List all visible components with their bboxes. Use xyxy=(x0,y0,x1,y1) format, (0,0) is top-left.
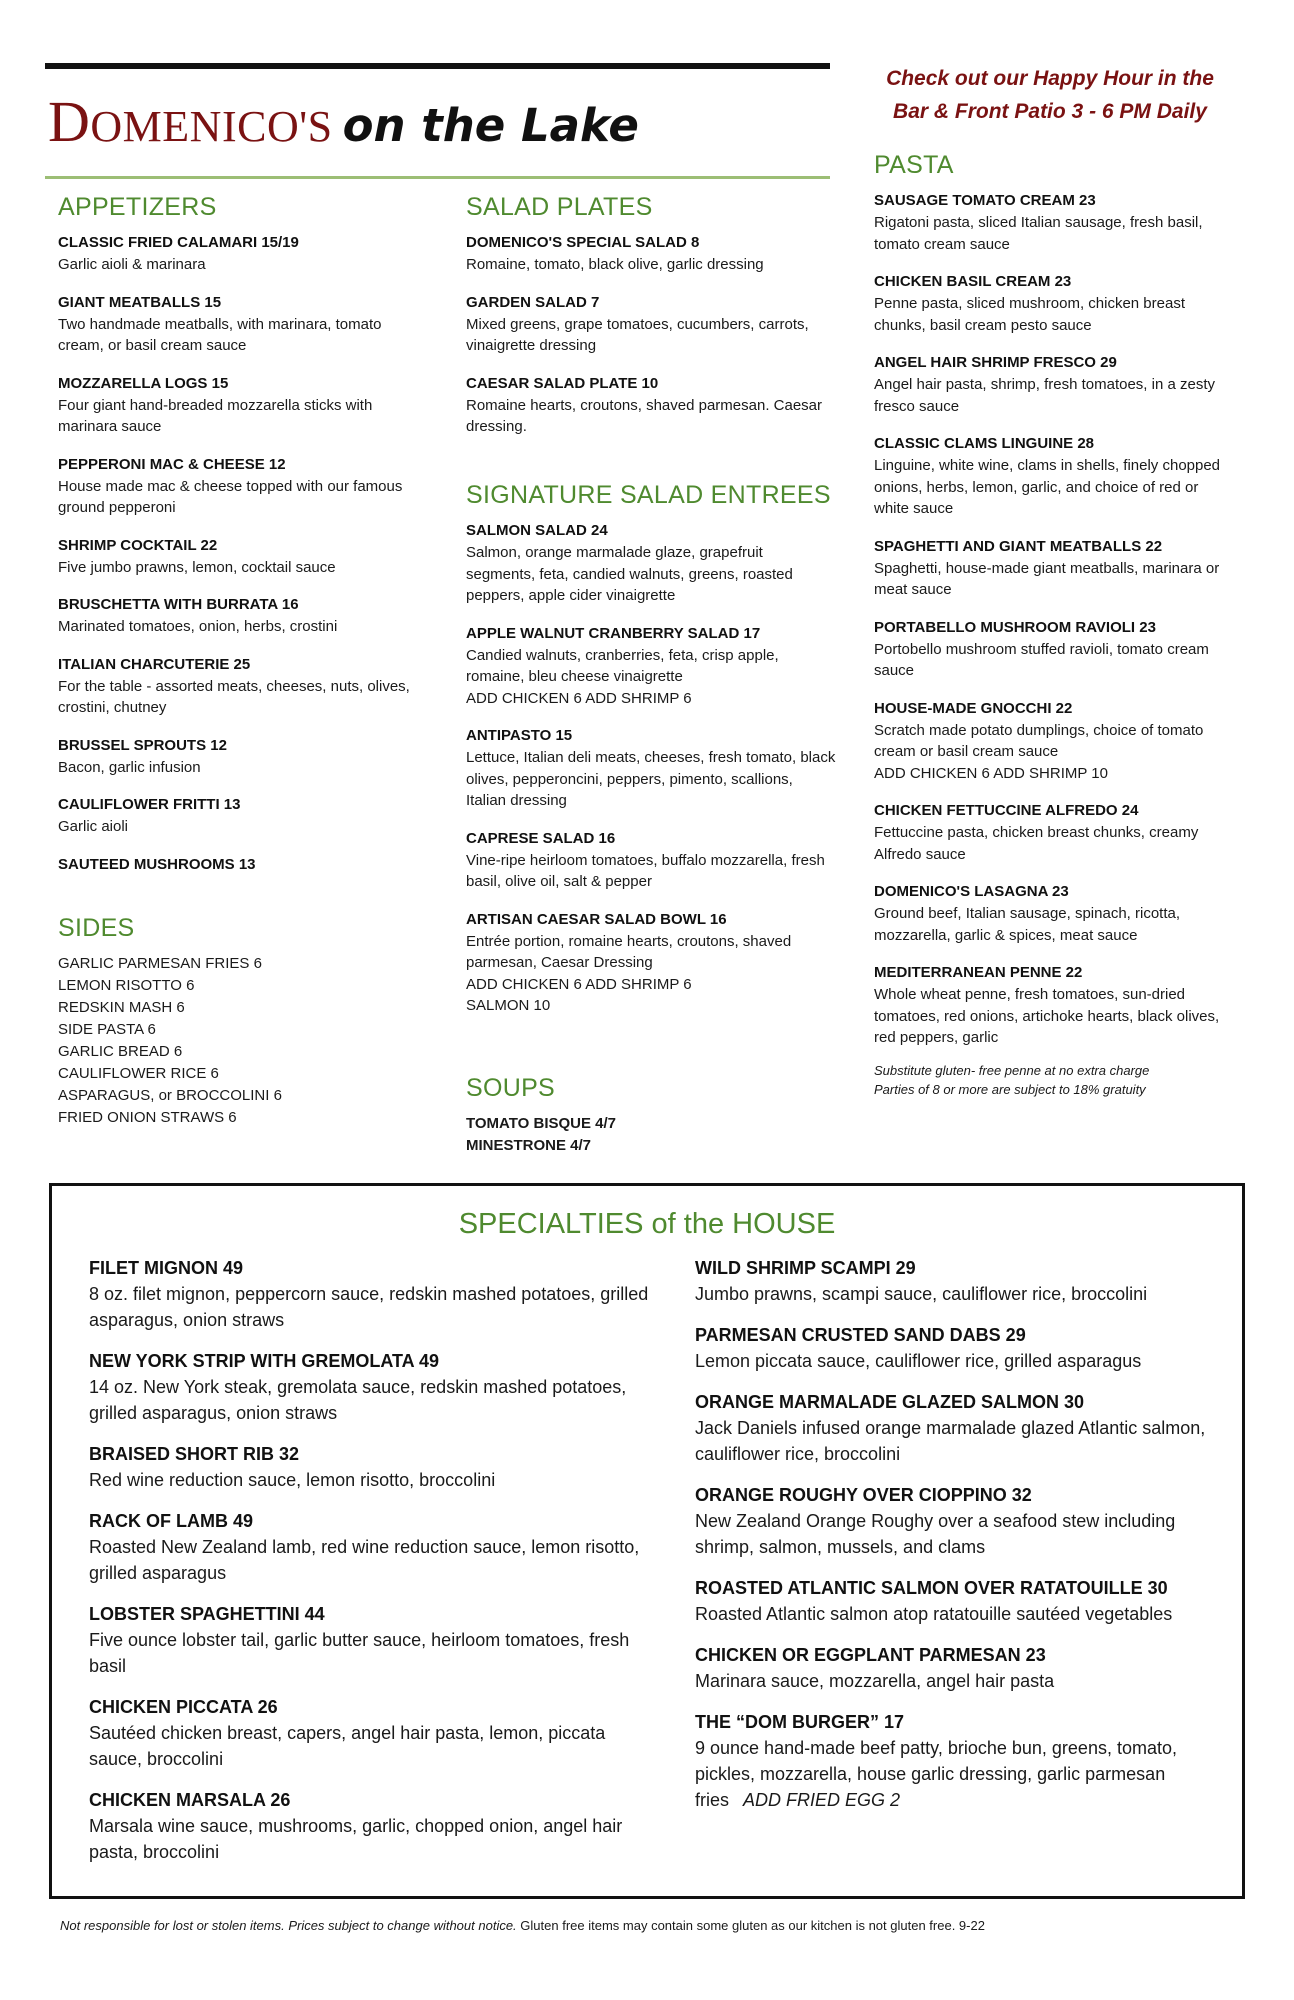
menu-item xyxy=(89,1788,649,1865)
menu-item xyxy=(874,617,1234,682)
menu-item xyxy=(89,1349,649,1426)
menu-item-name: PORTABELLO MUSHROOM RAVIOLI 23 xyxy=(874,618,1156,636)
menu-item-name: ORANGE ROUGHY OVER CIOPPINO 32 xyxy=(695,1485,1032,1505)
pasta-section xyxy=(874,151,1234,1099)
menu-item xyxy=(89,1256,649,1333)
menu-item-name: MEDITERRANEAN PENNE 22 xyxy=(874,964,1083,981)
menu-item xyxy=(58,854,428,876)
menu-item-name: CAESAR SALAD PLATE 10 xyxy=(466,374,659,392)
menu-item xyxy=(466,292,836,357)
menu-item-description: Scratch made potato dumplings, choice of tomato cream or basil cream sauce xyxy=(874,721,1204,760)
menu-item-name: ROASTED ATLANTIC SALMON OVER RATATOUILLE 30 xyxy=(695,1578,1168,1598)
signature-salads-title: SIGNATURE SALAD ENTREES xyxy=(466,481,831,509)
specialties-right-column xyxy=(695,1256,1225,1829)
menu-item-description: Vine-ripe heirloom tomatoes, buffalo mozzarella, fresh basil, olive oil, salt & pepper xyxy=(466,851,825,890)
menu-item-name: SPAGHETTI AND GIANT MEATBALLS 22 xyxy=(874,537,1163,555)
menu-item xyxy=(874,698,1234,785)
menu-item-name: FILET MIGNON 49 xyxy=(89,1258,244,1278)
menu-item-description: Spaghetti, house-made giant meatballs, marinara or meat sauce xyxy=(874,559,1220,598)
menu-item-name: GIANT MEATBALLS 15 xyxy=(58,293,222,311)
menu-item-description: Four giant hand-breaded mozzarella sticks with marinara sauce xyxy=(58,396,373,435)
menu-item-name: ARTISAN CAESAR SALAD BOWL 16 xyxy=(466,910,727,928)
side-item: CAULIFLOWER RICE 6 xyxy=(58,1065,219,1082)
pasta-note-gluten: Substitute gluten- free penne at no extra charge xyxy=(874,1062,1150,1078)
menu-item-description: Mixed greens, grape tomatoes, cucumbers, carrots, vinaigrette dressing xyxy=(466,315,809,354)
menu-item xyxy=(874,271,1234,336)
menu-item-description: Jack Daniels infused orange marmalade glazed Atlantic salmon, cauliflower rice, broccolini xyxy=(695,1418,1206,1464)
menu-item xyxy=(58,232,428,276)
menu-item-name: CHICKEN BASIL CREAM 23 xyxy=(874,273,1072,290)
menu-item-description: 14 oz. New York steak, gremolata sauce, redskin mashed potatoes, grilled asparagus, onion straws xyxy=(89,1377,627,1423)
menu-item xyxy=(466,725,836,812)
menu-item-description: Jumbo prawns, scampi sauce, cauliflower rice, broccolini xyxy=(695,1284,1148,1304)
appetizers-list xyxy=(58,232,428,876)
side-item: FRIED ONION STRAWS 6 xyxy=(58,1109,237,1126)
menu-item xyxy=(874,536,1234,601)
menu-item-name: ANTIPASTO 15 xyxy=(466,727,573,744)
signature-salads-section xyxy=(466,481,836,1033)
menu-item xyxy=(58,654,428,719)
menu-item xyxy=(466,373,836,438)
footer-part1: Not responsible for lost or stolen items. Prices subject to change without notice. xyxy=(60,1918,517,1933)
menu-item xyxy=(89,1602,649,1679)
menu-item xyxy=(89,1695,649,1772)
soups-section xyxy=(466,1074,836,1157)
menu-item-name: BRUSSEL SPROUTS 12 xyxy=(58,736,227,754)
menu-item-name: SALMON SALAD 24 xyxy=(466,522,608,539)
side-item: GARLIC BREAD 6 xyxy=(58,1043,183,1060)
menu-item-description: Marsala wine sauce, mushrooms, garlic, chopped onion, angel hair pasta, broccolini xyxy=(89,1816,623,1862)
specialties-left-column xyxy=(89,1256,649,1881)
menu-item-description: Garlic aioli xyxy=(58,818,129,835)
soup-item: MINESTRONE 4/7 xyxy=(466,1137,592,1154)
menu-item xyxy=(58,373,428,438)
soup-item: TOMATO BISQUE 4/7 xyxy=(466,1115,617,1132)
menu-item xyxy=(58,454,428,519)
menu-item xyxy=(874,881,1234,946)
menu-item-description: 8 oz. filet mignon, peppercorn sauce, redskin mashed potatoes, grilled asparagus, onion straws xyxy=(89,1284,649,1330)
menu-item-name: RACK OF LAMB 49 xyxy=(89,1511,254,1531)
side-item: REDSKIN MASH 6 xyxy=(58,999,185,1016)
menu-item-description: Bacon, garlic infusion xyxy=(58,758,201,776)
menu-item-description: Roasted Atlantic salmon atop ratatouille sautéed vegetables xyxy=(695,1604,1173,1624)
menu-item-description: Rigatoni pasta, sliced Italian sausage, fresh basil, tomato cream sauce xyxy=(874,214,1203,253)
menu-item-description: Romaine hearts, croutons, shaved parmesan. Caesar dressing. xyxy=(466,396,823,435)
menu-item-name: APPLE WALNUT CRANBERRY SALAD 17 xyxy=(466,624,761,642)
menu-item xyxy=(695,1323,1225,1374)
side-item: ASPARAGUS, or BROCCOLINI 6 xyxy=(58,1087,282,1104)
menu-item-name: DOMENICO'S LASAGNA 23 xyxy=(874,883,1069,900)
happy-hour-line1: Check out our Happy Hour in the xyxy=(886,67,1214,90)
pasta-note-gratuity: Parties of 8 or more are subject to 18% gratuity xyxy=(874,1081,1146,1097)
menu-item-name: HOUSE-MADE GNOCCHI 22 xyxy=(874,699,1073,717)
menu-item xyxy=(695,1710,1225,1813)
menu-item xyxy=(466,232,836,276)
sides-title: SIDES xyxy=(58,914,135,942)
menu-item xyxy=(874,433,1234,520)
restaurant-logo xyxy=(48,88,639,155)
menu-item-name: ORANGE MARMALADE GLAZED SALMON 30 xyxy=(695,1392,1085,1412)
sides-list xyxy=(58,953,428,1129)
menu-item-description: Ground beef, Italian sausage, spinach, ricotta, mozzarella, garlic & spices, meat sauce xyxy=(874,905,1181,944)
menu-item-addon: ADD CHICKEN 6 ADD SHRIMP 10 xyxy=(874,764,1108,782)
menu-item-description: Fettuccine pasta, chicken breast chunks, creamy Alfredo sauce xyxy=(874,824,1199,863)
menu-item-description: Portobello mushroom stuffed ravioli, tomato cream sauce xyxy=(874,640,1209,679)
soups-title: SOUPS xyxy=(466,1074,556,1102)
menu-item-description: House made mac & cheese topped with our famous ground pepperoni xyxy=(58,477,403,516)
menu-item xyxy=(89,1442,649,1493)
menu-item-name: CAULIFLOWER FRITTI 13 xyxy=(58,796,241,813)
menu-item xyxy=(58,594,428,638)
specialties-title: SPECIALTIES of the HOUSE xyxy=(458,1208,836,1240)
salad-plates-list xyxy=(466,232,836,438)
salad-plates-section xyxy=(466,193,836,454)
menu-item-description: Garlic aioli & marinara xyxy=(58,256,206,273)
menu-item xyxy=(695,1483,1225,1560)
menu-item-description: Entrée portion, romaine hearts, croutons, shaved parmesan, Caesar Dressing xyxy=(466,932,792,971)
menu-item-addon: ADD FRIED EGG 2 xyxy=(743,1790,901,1810)
menu-item-addon: SALMON 10 xyxy=(466,997,551,1014)
footer-disclaimer xyxy=(60,1918,1240,1933)
footer-part2: Gluten free items may contain some gluten as our kitchen is not gluten free. 9-22 xyxy=(520,1918,985,1933)
menu-item-description: Angel hair pasta, shrimp, fresh tomatoes, in a zesty fresco sauce xyxy=(874,376,1215,415)
pasta-title: PASTA xyxy=(874,151,954,179)
side-item: SIDE PASTA 6 xyxy=(58,1021,156,1038)
menu-item-name: DOMENICO'S SPECIAL SALAD 8 xyxy=(466,234,700,251)
menu-item-description: Salmon, orange marmalade glaze, grapefruit segments, feta, candied walnuts, greens, roasted peppers, apple cider vinaigrette xyxy=(466,544,793,604)
menu-item-description: Five ounce lobster tail, garlic butter sauce, heirloom tomatoes, fresh basil xyxy=(89,1630,630,1676)
menu-item-description: Penne pasta, sliced mushroom, chicken breast chunks, basil cream pesto sauce xyxy=(874,295,1185,334)
menu-item xyxy=(874,352,1234,417)
menu-item xyxy=(695,1256,1225,1307)
menu-item-name: CAPRESE SALAD 16 xyxy=(466,829,616,847)
menu-item xyxy=(874,800,1234,865)
pasta-list xyxy=(874,190,1234,1049)
menu-item-name: CHICKEN MARSALA 26 xyxy=(89,1790,291,1810)
menu-item-name: NEW YORK STRIP WITH GREMOLATA 49 xyxy=(89,1351,440,1371)
menu-item xyxy=(695,1643,1225,1694)
menu-item xyxy=(466,623,836,710)
menu-item-description: Whole wheat penne, fresh tomatoes, sun-dried tomatoes, red onions, artichoke hearts, black olives, red peppers, garlic xyxy=(874,986,1220,1046)
menu-item-name: BRUSCHETTA WITH BURRATA 16 xyxy=(58,596,299,613)
menu-item-description: Sautéed chicken breast, capers, angel hair pasta, lemon, piccata sauce, broccolini xyxy=(89,1723,606,1769)
menu-item-name: CLASSIC FRIED CALAMARI 15/19 xyxy=(58,234,299,251)
menu-item xyxy=(466,909,836,1017)
menu-item-name: CHICKEN OR EGGPLANT PARMESAN 23 xyxy=(695,1645,1046,1665)
side-item: LEMON RISOTTO 6 xyxy=(58,977,195,994)
menu-item-description: Roasted New Zealand lamb, red wine reduction sauce, lemon risotto, grilled asparagus xyxy=(89,1537,640,1583)
menu-item-name: SHRIMP COCKTAIL 22 xyxy=(58,536,218,554)
menu-item-name: THE “DOM BURGER” 17 xyxy=(695,1712,905,1732)
menu-item-addon: ADD CHICKEN 6 ADD SHRIMP 6 xyxy=(466,689,692,707)
menu-item-name: CHICKEN PICCATA 26 xyxy=(89,1697,278,1717)
menu-item-description: Marinara sauce, mozzarella, angel hair pasta xyxy=(695,1671,1055,1691)
menu-item-name: ANGEL HAIR SHRIMP FRESCO 29 xyxy=(874,354,1117,371)
brand-name: DOMENICO'S xyxy=(48,89,333,154)
menu-item-name: PARMESAN CRUSTED SAND DABS 29 xyxy=(695,1325,1026,1345)
signature-salads-list xyxy=(466,520,836,1017)
menu-item xyxy=(58,735,428,779)
side-item: GARLIC PARMESAN FRIES 6 xyxy=(58,955,262,972)
menu-item xyxy=(58,535,428,579)
menu-item-description: Romaine, tomato, black olive, garlic dressing xyxy=(466,256,764,273)
menu-item xyxy=(874,190,1234,255)
menu-item xyxy=(466,520,836,607)
happy-hour-notice xyxy=(865,62,1235,128)
appetizers-section xyxy=(58,193,428,892)
menu-item-name: GARDEN SALAD 7 xyxy=(466,293,600,311)
menu-item-name: SAUTEED MUSHROOMS 13 xyxy=(58,855,256,873)
menu-item-name: MOZZARELLA LOGS 15 xyxy=(58,374,229,392)
salad-plates-title: SALAD PLATES xyxy=(466,193,653,221)
menu-item-description: Candied walnuts, cranberries, feta, crisp apple, romaine, bleu cheese vinaigrette xyxy=(466,646,779,685)
menu-item-description: Red wine reduction sauce, lemon risotto, broccolini xyxy=(89,1470,496,1490)
menu-item-name: PEPPERONI MAC & CHEESE 12 xyxy=(58,455,286,473)
menu-item xyxy=(695,1390,1225,1467)
menu-item-description: 9 ounce hand-made beef patty, brioche bun, greens, tomato, pickles, mozzarella, house garlic dressing, garlic parmesan fries xyxy=(695,1738,1177,1810)
sides-section xyxy=(58,914,428,1129)
menu-item-name: BRAISED SHORT RIB 32 xyxy=(89,1444,300,1464)
menu-item-name: SAUSAGE TOMATO CREAM 23 xyxy=(874,192,1096,209)
menu-item-description: For the table - assorted meats, cheeses, nuts, olives, crostini, chutney xyxy=(58,677,410,716)
menu-item xyxy=(874,962,1234,1049)
menu-item-name: CLASSIC CLAMS LINGUINE 28 xyxy=(874,435,1095,452)
menu-item-description: Marinated tomatoes, onion, herbs, crostini xyxy=(58,618,338,635)
brand-suffix: on the Lake xyxy=(342,99,639,152)
menu-item-description: Lettuce, Italian deli meats, cheeses, fresh tomato, black olives, pepperoncini, peppers, pimento, scallions, Italian dressing xyxy=(466,749,836,809)
menu-item-name: WILD SHRIMP SCAMPI 29 xyxy=(695,1258,916,1278)
menu-item-description: Five jumbo prawns, lemon, cocktail sauce xyxy=(58,558,336,576)
menu-item-description-wrap xyxy=(695,1735,1225,1813)
appetizers-title: APPETIZERS xyxy=(58,193,217,221)
header-divider xyxy=(45,176,830,179)
top-rule xyxy=(45,63,830,69)
menu-item-description: New Zealand Orange Roughy over a seafood stew including shrimp, salmon, mussels, and clams xyxy=(695,1511,1176,1557)
menu-item-description: Two handmade meatballs, with marinara, tomato cream, or basil cream sauce xyxy=(58,315,382,354)
menu-item xyxy=(89,1509,649,1586)
menu-item xyxy=(695,1576,1225,1627)
menu-item-addon: ADD CHICKEN 6 ADD SHRIMP 6 xyxy=(466,975,692,993)
menu-item-name: ITALIAN CHARCUTERIE 25 xyxy=(58,655,251,673)
menu-item xyxy=(58,292,428,357)
menu-item-name: CHICKEN FETTUCCINE ALFREDO 24 xyxy=(874,802,1139,819)
happy-hour-line2: Bar & Front Patio 3 - 6 PM Daily xyxy=(893,100,1207,123)
menu-item xyxy=(58,794,428,838)
menu-item-description: Lemon piccata sauce, cauliflower rice, grilled asparagus xyxy=(695,1351,1142,1371)
menu-item xyxy=(466,828,836,893)
soups-list xyxy=(466,1113,836,1157)
menu-item-name: LOBSTER SPAGHETTINI 44 xyxy=(89,1604,325,1624)
menu-item-description: Linguine, white wine, clams in shells, finely chopped onions, herbs, lemon, garlic, and choice of red or white sauce xyxy=(874,457,1221,517)
